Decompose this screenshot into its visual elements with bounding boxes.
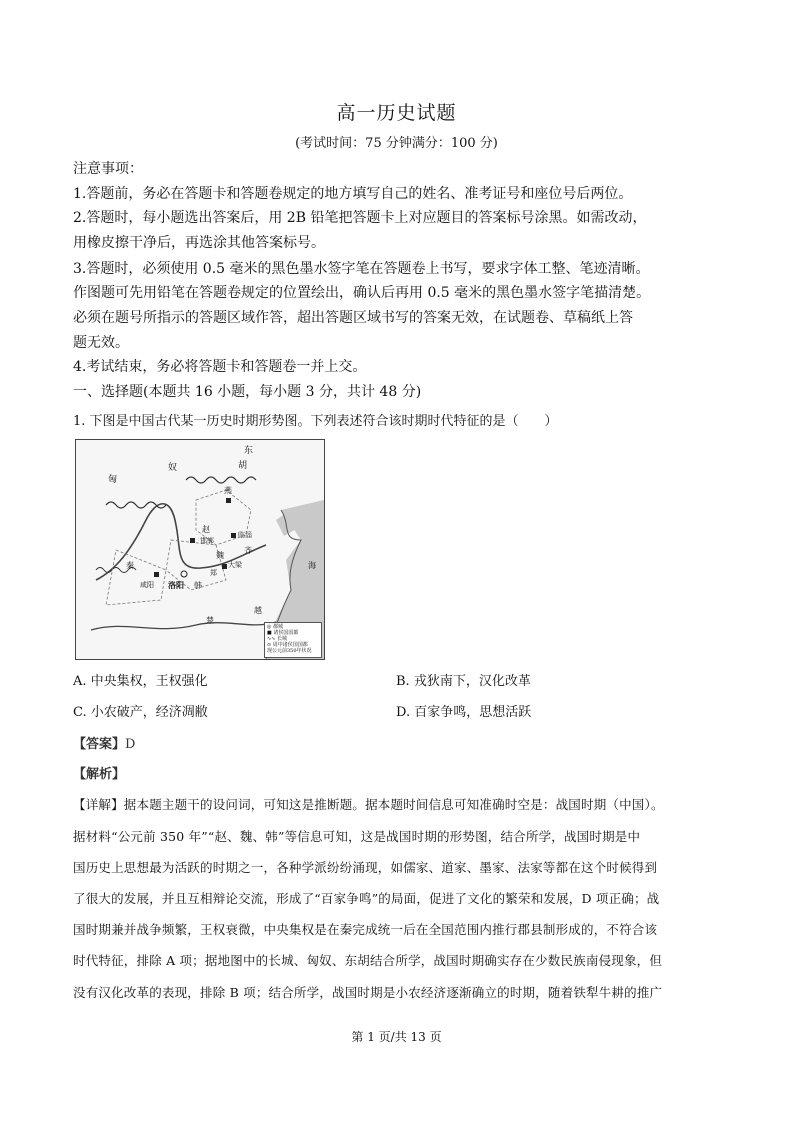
map-legend — [264, 622, 322, 658]
analysis-line: 时代特征，排除 A 项；据地图中的长城、匈奴、东胡结合所学，战国时期确实存在少数民族南侵现象，但 — [73, 953, 663, 968]
notice-line: 必须在题号所指示的答题区域作答，超出答题区域书写的答案无效，在试题卷、草稿纸上答 — [73, 310, 633, 326]
map-label-sea: 海 — [308, 561, 316, 570]
map-label-qi: 齐 — [244, 546, 252, 555]
legend-item: 现公元前350年状况 — [267, 648, 312, 654]
notice-heading: 注意事项： — [73, 161, 143, 177]
option-a: A. 中央集权，王权强化 — [73, 674, 208, 689]
legend-item: ⊙ 周中诸侯国国都 — [267, 642, 308, 648]
option-d: D. 百家争鸣，思想活跃 — [396, 705, 532, 720]
map-label-xianyang: 咸阳 — [140, 581, 154, 589]
section-heading: 一、选择题(本题共 16 小题，每小题 3 分，共计 48 分) — [73, 384, 422, 400]
legend-item: ◎ 都城 — [267, 624, 283, 630]
map-label-handan: 邯郸 — [200, 537, 214, 545]
page-title: 高一历史试题 — [336, 102, 457, 124]
analysis-tag: 【解析】 — [73, 767, 126, 782]
map-label-donghu: 东 — [244, 446, 254, 456]
map-label-xiongnu: 匈 — [108, 475, 118, 485]
map-label-yan: 燕 — [224, 486, 232, 495]
map-label-xiongnu: 奴 — [168, 463, 178, 473]
answer-value: D — [125, 737, 136, 752]
notice-line: 用橡皮擦干净后，再选涂其他答案标号。 — [73, 235, 325, 251]
analysis-line: 国时期兼并战争频繁，王权衰微，中央集权是在秦完成统一后在全国范围内推行郡县制形成的，不符合该 — [73, 922, 658, 937]
answer-tag: 【答案】 — [73, 737, 126, 752]
notice-line: 4.考试结束，务必将答题卡和答题卷一并上交。 — [73, 359, 367, 375]
analysis-line: 据材料“公元前 350 年”“赵、魏、韩”等信息可知，这是战国时期的形势图，结合所学，战国时期是中 — [73, 829, 641, 844]
map-label-donghu: 胡 — [238, 461, 248, 471]
map-label-qin: 秦 — [126, 561, 134, 570]
map-label-han: 韩 — [194, 581, 202, 590]
option-c: C. 小农破产，经济凋敝 — [73, 705, 208, 720]
historical-map — [75, 439, 325, 660]
map-label-daliang: 大梁 — [228, 561, 242, 569]
analysis-line: 【详解】据本题主题干的设问词，可知这是推断题。据本题时间信息可知准确时空是：战国时期（中国）。 — [73, 797, 664, 812]
analysis-line: 国历史上思想最为活跃的时期之一，各种学派纷纷涌现，如儒家、道家、墨家、法家等都在这个时候得到 — [73, 860, 658, 875]
notice-line: 2.答题时，每小题选出答案后，用 2B 铅笔把答题卡上对应题目的答案标号涂黑。如需改动， — [73, 210, 647, 226]
map-label-luoyang: 洛阳 — [168, 580, 184, 590]
notice-line: 题无效。 — [73, 335, 129, 351]
map-label-zhao: 赵 — [202, 525, 210, 534]
option-b: B. 戎狄南下，汉化改革 — [396, 674, 531, 689]
page-number: 第 1 页/共 13 页 — [351, 1030, 442, 1044]
map-label-wei: 魏 — [216, 551, 224, 560]
map-label-linzi: 临淄 — [238, 531, 252, 539]
map-label-zheng: 郑 — [210, 569, 217, 577]
analysis-line: 没有汉化改革的表现，排除 B 项；结合所学，战国时期是小农经济逐渐确立的时期，随着铁犁牛耕的推广 — [73, 985, 663, 1000]
map-label-chu: 楚 — [206, 616, 214, 625]
exam-duration-info: (考试时间：75 分钟满分：100 分) — [295, 136, 498, 151]
notice-line: 3.答题时，必须使用 0.5 毫米的黑色墨水签字笔在答题卷上书写，要求字体工整、笔迹清晰。 — [73, 261, 650, 277]
notice-line: 作图题可先用铅笔在答题卷规定的位置绘出，确认后再用 0.5 毫米的黑色墨水签字笔描清楚。 — [73, 285, 651, 301]
analysis-line: 了很大的发展，并且互相辩论交流，形成了“百家争鸣”的局面，促进了文化的繁荣和发展，D 项正确；战 — [73, 891, 660, 906]
notice-line: 1.答题前，务必在答题卡和答题卷规定的地方填写自己的姓名、准考证号和座位号后两位。 — [73, 186, 633, 202]
question-stem: 1. 下图是中国古代某一历史时期形势图。下列表述符合该时期时代特征的是（ ） — [73, 414, 558, 429]
answer-line — [73, 733, 135, 752]
map-label-yue: 越 — [254, 606, 262, 615]
legend-item: ■ 诸侯国国都 — [267, 630, 299, 636]
legend-item: ∿∿ 长城 — [267, 636, 287, 642]
